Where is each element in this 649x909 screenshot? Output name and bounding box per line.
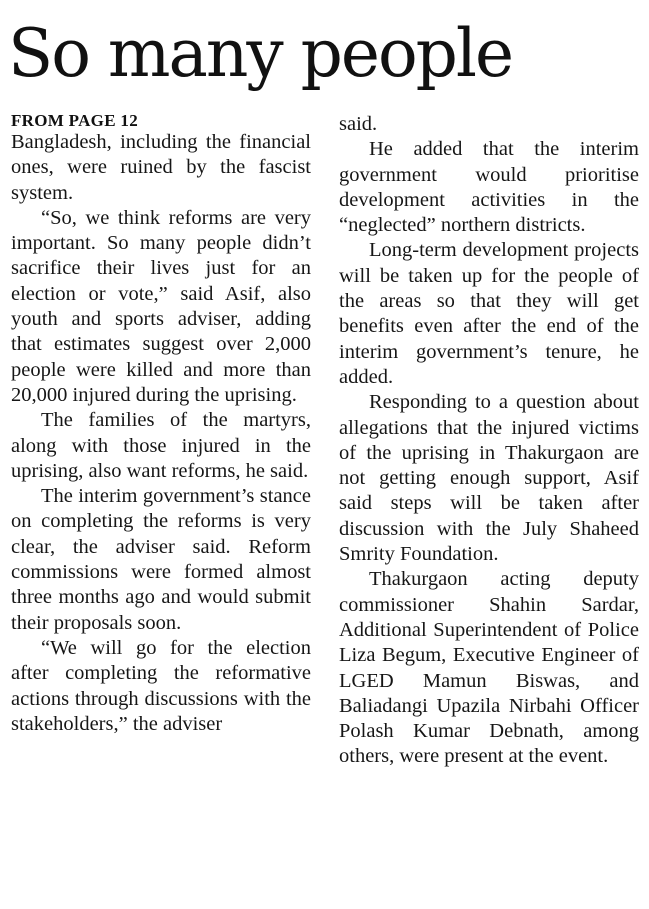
article-column-left xyxy=(11,112,311,737)
paragraph: “So, we think reforms are very important. So many people didn’t sacrifice their lives just for an election or vote,” said Asif, also youth and sports adviser, adding that estimates suggest over 2,000 people were killed and more than 20,000 injured during the uprising. xyxy=(11,206,311,406)
paragraph: Thakurgaon acting deputy commissioner Shahin Sardar, Additional Superintendent of Police Liza Begum, Executive Engineer of LGED Mamun Biswas, and Baliadangi Upazila Nirbahi Officer Polash Kumar Debnath, among others, were present at the event. xyxy=(339,568,639,768)
paragraph: Long-term development projects will be taken up for the people of the areas so that they will get benefits even after the end of the interim government’s tenure, he added. xyxy=(339,239,639,388)
paragraph: Responding to a question about allegations that the injured victims of the uprising in Thakurgaon are not getting enough support, Asif said steps will be taken after discussion with the July Shaheed Smrity Foundation. xyxy=(339,391,639,566)
paragraph: “We will go for the election after completing the reformative actions through discussions with the stakeholders,” the adviser xyxy=(11,636,311,735)
paragraph: The interim government’s stance on completing the reforms is very clear, the adviser said. Reform commissions were formed almost three months ago and would submit their proposals soon. xyxy=(11,485,311,634)
headline: So many people xyxy=(8,15,513,92)
continuation-kicker: FROM PAGE 12 xyxy=(11,111,138,130)
article-column-right xyxy=(339,112,639,770)
paragraph: He added that the interim government would prioritise development activities in the “neglected” northern districts. xyxy=(339,138,639,237)
paragraph: Bangladesh, including the financial ones, were ruined by the fascist system. xyxy=(11,131,311,204)
paragraph: said. xyxy=(339,113,378,135)
paragraph: The families of the martyrs, along with those injured in the uprising, also want reforms, he said. xyxy=(11,409,311,482)
